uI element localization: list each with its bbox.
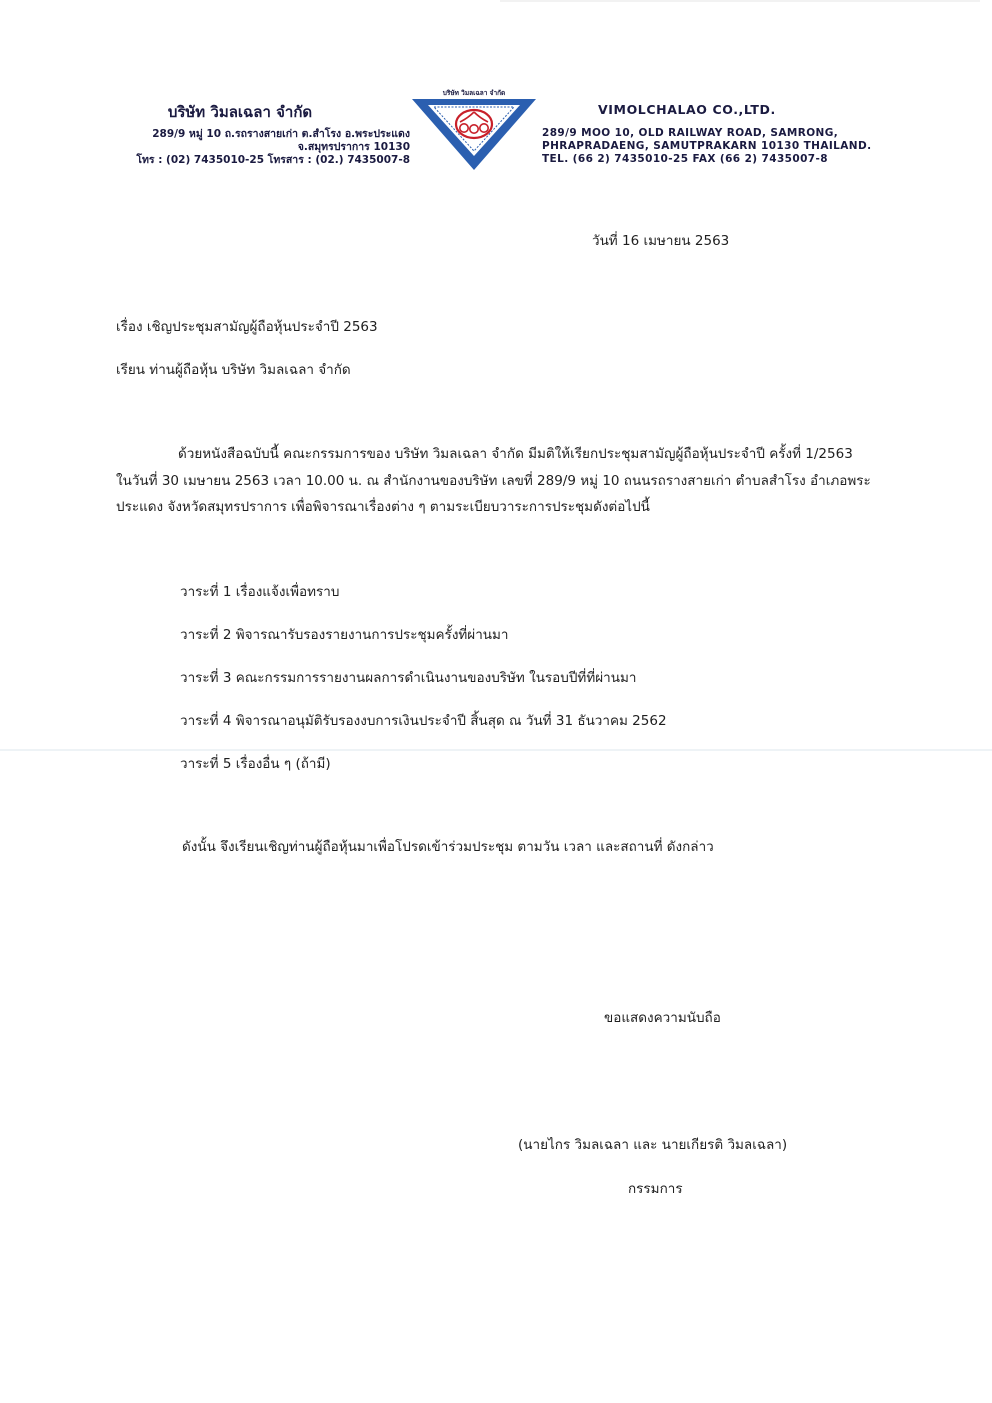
complimentary-close: ขอแสดงความนับถือ — [604, 1010, 721, 1026]
agenda-list — [180, 580, 667, 795]
company-address-thai — [50, 128, 410, 167]
paragraph-line: ในวันที่ 30 เมษายน 2563 เวลา 10.00 น. ณ สำนักงานของบริษัท เลขที่ 289/9 หมู่ 10 ถนนรถรางสายเก่า ตำบลสำโรง อำเภอพระ — [116, 472, 871, 489]
agenda-item-3: วาระที่ 3 คณะกรรมการรายงานผลการดำเนินงานของบริษัท ในรอบปีที่ที่ผ่านมา — [180, 670, 637, 686]
scan-edge-mark — [500, 0, 980, 2]
paragraph-line: ด้วยหนังสือฉบับนี้ คณะกรรมการของ บริษัท วิมลเฉลา จำกัด มีมติให้เรียกประชุมสามัญผู้ถือหุ้นประจำปี ครั้งที่ 1/2563 — [178, 446, 853, 462]
english-address-line: 289/9 MOO 10, OLD RAILWAY ROAD, SAMRONG, — [542, 127, 839, 139]
thai-address-line: 289/9 หมู่ 10 ถ.รถรางสายเก่า ต.สำโรง อ.พระประแดง — [152, 128, 410, 140]
scan-artifact-line — [0, 749, 992, 751]
agenda-item-2: วาระที่ 2 พิจารณารับรองรายงานการประชุมครั้งที่ผ่านมา — [180, 627, 509, 643]
company-logo-icon — [408, 86, 540, 174]
company-name-thai: บริษัท วิมลเฉลา จำกัด — [167, 103, 313, 121]
thai-phone-line: โทร : (02) 7435010-25 โทรสาร : (02.) 7435007-8 — [136, 154, 410, 166]
english-phone-line: TEL. (66 2) 7435010-25 FAX (66 2) 7435007-8 — [542, 153, 828, 165]
paragraph-line: ประแดง จังหวัดสมุทรปราการ เพื่อพิจารณาเรื่องต่าง ๆ ตามระเบียบวาระการประชุมดังต่อไปนี้ — [116, 499, 650, 515]
agenda-item-4: วาระที่ 4 พิจารณาอนุมัติรับรองงบการเงินประจำปี สิ้นสุด ณ วันที่ 31 ธันวาคม 2562 — [180, 713, 667, 729]
signatory-names: (นายไกร วิมลเฉลา และ นายเกียรติ วิมลเฉลา) — [518, 1137, 788, 1153]
company-address-english — [542, 127, 871, 166]
letter-recipient: เรียน ท่านผู้ถือหุ้น บริษัท วิมลเฉลา จำกัด — [116, 362, 351, 378]
logo-top-text: บริษัท วิมลเฉลา จำกัด — [442, 89, 506, 97]
signatory-position: กรรมการ — [628, 1181, 683, 1197]
agenda-item-5: วาระที่ 5 เรื่องอื่น ๆ (ถ้ามี) — [180, 756, 331, 772]
letter-date: วันที่ 16 เมษายน 2563 — [592, 233, 730, 249]
english-address-line: PHRAPRADAENG, SAMUTPRAKARN 10130 THAILAND. — [542, 140, 872, 152]
closing-sentence: ดังนั้น จึงเรียนเชิญท่านผู้ถือหุ้นมาเพื่อโปรดเข้าร่วมประชุม ตามวัน เวลา และสถานที่ ดังกล่าว — [182, 839, 714, 855]
agenda-item-1: วาระที่ 1 เรื่องแจ้งเพื่อทราบ — [180, 584, 340, 600]
company-name-english: VIMOLCHALAO CO.,LTD. — [598, 102, 776, 117]
thai-address-line: จ.สมุทรปราการ 10130 — [297, 141, 410, 153]
letter-subject: เรื่อง เชิญประชุมสามัญผู้ถือหุ้นประจำปี 2563 — [116, 319, 378, 335]
invitation-paragraph — [116, 441, 872, 521]
